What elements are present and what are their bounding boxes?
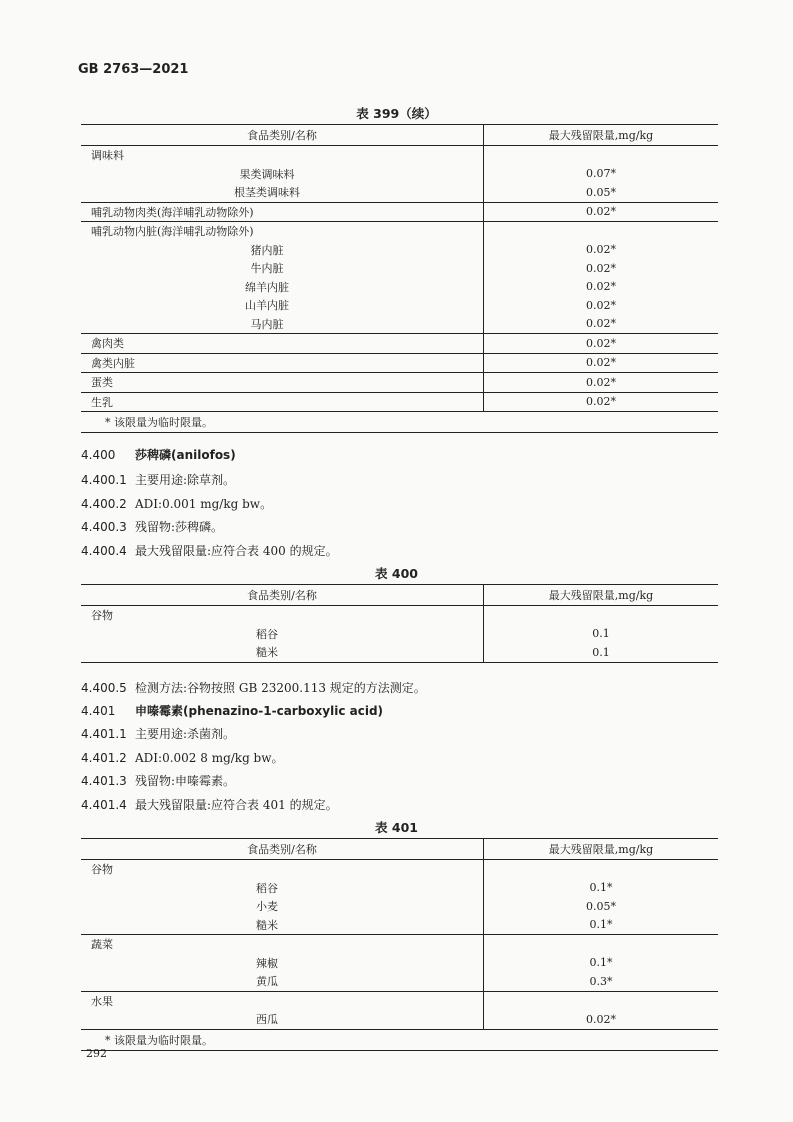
- table-row: [81, 954, 718, 973]
- table-row: [81, 315, 718, 334]
- item-number: 4.401.1: [81, 727, 127, 741]
- food-category: 蛋类: [81, 373, 484, 393]
- numbered-item: [81, 495, 272, 512]
- food-subcategory: 根茎类调味料: [81, 183, 484, 202]
- table-row: [81, 860, 718, 879]
- numbered-item: [81, 725, 235, 742]
- table-row: [81, 935, 718, 954]
- residue-limit: 0.1: [592, 627, 610, 641]
- numbered-item: [81, 542, 338, 559]
- item-text: ADI:0.001 mg/kg bw。: [135, 496, 273, 511]
- table-row: [81, 278, 718, 297]
- item-number: 4.401.4: [81, 797, 127, 812]
- residue-limit: [484, 935, 719, 954]
- table-401: [81, 838, 718, 1051]
- food-category: 禽类内脏: [81, 353, 484, 373]
- food-category: 生乳: [81, 392, 484, 412]
- section-4-400-5: [81, 679, 426, 696]
- table-footnote-row: [81, 1029, 718, 1050]
- table-row: [81, 373, 718, 393]
- table-row: [81, 165, 718, 184]
- food-subcategory: 马内脏: [81, 315, 484, 334]
- table-row: [81, 334, 718, 354]
- residue-limit: 0.02*: [586, 243, 616, 257]
- table-row: [81, 606, 718, 625]
- residue-limit: 0.02*: [586, 261, 616, 275]
- residue-limit: 0.05*: [586, 899, 616, 913]
- residue-limit: 0.07*: [586, 167, 616, 181]
- residue-limit: [484, 146, 719, 165]
- residue-limit: [484, 860, 719, 879]
- table-399: [81, 124, 718, 433]
- residue-limit: 0.02*: [484, 202, 719, 222]
- table-row: [81, 353, 718, 373]
- table-row: [81, 879, 718, 898]
- food-category: 哺乳动物内脏(海洋哺乳动物除外): [81, 222, 484, 241]
- table-row: [81, 259, 718, 278]
- table-row: [81, 222, 718, 241]
- food-subcategory: 糙米: [81, 643, 484, 662]
- residue-limit: 0.1*: [589, 881, 613, 895]
- item-text: 最大残留限量:应符合表 400 的规定。: [135, 543, 338, 558]
- residue-limit: [484, 606, 719, 625]
- table-399-caption: 表 399（续）: [356, 106, 437, 121]
- column-header-limit: 最大残留限量,mg/kg: [484, 839, 719, 860]
- item-text: 最大残留限量:应符合表 401 的规定。: [135, 797, 338, 812]
- food-category: 蔬菜: [81, 935, 484, 954]
- column-header-name: 食品类别/名称: [81, 125, 484, 146]
- residue-limit: 0.02*: [484, 392, 719, 412]
- section-4-400-title: [81, 446, 236, 463]
- item-text: 主要用途:杀菌剂。: [135, 727, 236, 741]
- column-header-name: 食品类别/名称: [81, 839, 484, 860]
- item-text: 检测方法:谷物按照 GB 23200.113 规定的方法测定。: [135, 681, 426, 695]
- column-header-limit: 最大残留限量,mg/kg: [484, 125, 719, 146]
- numbered-item: [81, 518, 223, 535]
- table-row: [81, 392, 718, 412]
- table-header-row: [81, 125, 718, 146]
- table-401-caption: 表 401: [375, 820, 418, 835]
- section-4-401-title: [81, 702, 383, 719]
- item-text: 残留物:莎稗磷。: [135, 520, 224, 534]
- food-subcategory: 西瓜: [81, 1010, 484, 1029]
- food-subcategory: 稻谷: [81, 879, 484, 898]
- column-header-name: 食品类别/名称: [81, 585, 484, 606]
- table-row: [81, 146, 718, 165]
- standard-header: GB 2763—2021: [78, 62, 189, 77]
- item-number: 4.400.5: [81, 681, 127, 695]
- food-subcategory: 糙米: [81, 916, 484, 935]
- food-subcategory: 果类调味料: [81, 165, 484, 184]
- residue-limit: 0.02*: [484, 353, 719, 373]
- numbered-item: [81, 772, 235, 789]
- food-subcategory: 稻谷: [81, 625, 484, 644]
- item-text: 残留物:申嗪霉素。: [135, 774, 236, 788]
- table-footnote-row: [81, 412, 718, 433]
- food-subcategory: 猪内脏: [81, 241, 484, 260]
- item-number: 4.400.2: [81, 496, 127, 511]
- residue-limit: 0.05*: [586, 185, 616, 199]
- table-row: [81, 643, 718, 662]
- residue-limit: 0.1*: [589, 956, 613, 970]
- residue-limit: 0.02*: [484, 334, 719, 354]
- residue-limit: 0.1: [484, 643, 719, 662]
- numbered-item: [81, 749, 284, 766]
- item-text: 主要用途:除草剂。: [135, 473, 236, 487]
- item-number: 4.400.3: [81, 520, 127, 534]
- food-subcategory: 黄瓜: [81, 972, 484, 991]
- food-category: 谷物: [81, 860, 484, 879]
- table-footnote: * 该限量为临时限量。: [81, 1029, 718, 1050]
- residue-limit: 0.1*: [589, 918, 613, 932]
- numbered-item: [81, 796, 338, 813]
- table-row: [81, 991, 718, 1010]
- table-row: [81, 897, 718, 916]
- item-text: ADI:0.002 8 mg/kg bw。: [135, 750, 284, 765]
- residue-limit: [484, 222, 719, 241]
- residue-limit: [484, 991, 719, 1010]
- food-category: 谷物: [81, 606, 484, 625]
- residue-limit: 0.02*: [586, 317, 616, 331]
- table-row: [81, 296, 718, 315]
- food-category: 哺乳动物肉类(海洋哺乳动物除外): [81, 202, 484, 222]
- table-row: [81, 972, 718, 991]
- page-number: 292: [86, 1047, 107, 1060]
- table-footnote: * 该限量为临时限量。: [81, 412, 718, 433]
- table-header-row: [81, 839, 718, 860]
- food-subcategory: 牛内脏: [81, 259, 484, 278]
- residue-limit: 0.02*: [484, 373, 719, 393]
- residue-limit: 0.3*: [589, 974, 613, 988]
- table-row: [81, 202, 718, 222]
- table-row: [81, 916, 718, 935]
- section-number: 4.401: [81, 704, 116, 718]
- food-category: 水果: [81, 991, 484, 1010]
- item-number: 4.400.4: [81, 543, 127, 558]
- table-400: [81, 584, 718, 663]
- item-number: 4.400.1: [81, 473, 127, 487]
- table-row: [81, 241, 718, 260]
- table-400-caption: 表 400: [375, 566, 418, 581]
- section-title: 莎稗磷(anilofos): [135, 448, 236, 462]
- item-number: 4.401.2: [81, 750, 127, 765]
- section-number: 4.400: [81, 448, 116, 462]
- table-header-row: [81, 585, 718, 606]
- residue-limit: 0.02*: [586, 280, 616, 294]
- table-row: [81, 183, 718, 202]
- table-row: [81, 625, 718, 644]
- table-row: [81, 1010, 718, 1029]
- numbered-item: [81, 471, 235, 488]
- food-category: 调味料: [81, 146, 484, 165]
- food-subcategory: 辣椒: [81, 954, 484, 973]
- column-header-limit: 最大残留限量,mg/kg: [484, 585, 719, 606]
- food-subcategory: 小麦: [81, 897, 484, 916]
- food-subcategory: 山羊内脏: [81, 296, 484, 315]
- residue-limit: 0.02*: [586, 1012, 616, 1026]
- item-number: 4.401.3: [81, 774, 127, 788]
- food-subcategory: 绵羊内脏: [81, 278, 484, 297]
- section-title: 申嗪霉素(phenazino-1-carboxylic acid): [135, 704, 384, 718]
- food-category: 禽肉类: [81, 334, 484, 354]
- residue-limit: 0.02*: [586, 298, 616, 312]
